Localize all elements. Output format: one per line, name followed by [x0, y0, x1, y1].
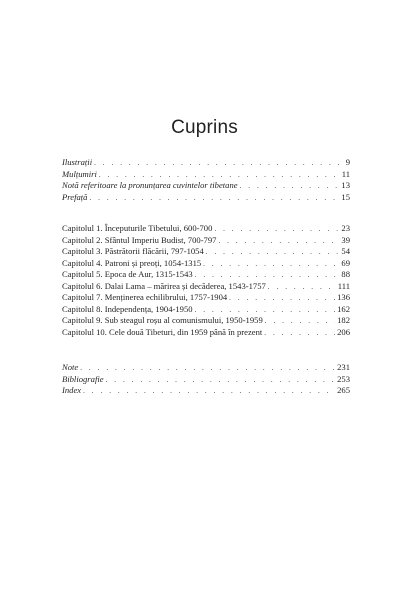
toc-entry-label: Ilustrații [62, 157, 93, 167]
toc-entry-chapter-2[interactable] [62, 235, 350, 247]
toc-dot-leader [268, 282, 336, 293]
toc-entry-label: Capitolul 5. Epoca de Aur, 1315-1543 [62, 269, 193, 279]
toc-entry-page-number: 23 [341, 223, 350, 233]
toc-entry-chapter-5[interactable] [62, 269, 350, 281]
toc-dot-leader [264, 328, 335, 339]
page-title: Cuprins [171, 117, 238, 138]
toc-entry-chapter-8[interactable] [62, 304, 350, 316]
toc-dot-leader [265, 316, 335, 327]
toc-back-matter [62, 362, 350, 397]
toc-entry-nota-pronuntare[interactable] [62, 180, 350, 192]
toc-entry-label: Capitolul 4. Patroni și preoți, 1054-1315 [62, 257, 202, 268]
toc-entry-page-number: 111 [337, 280, 350, 291]
toc-dot-leader [83, 386, 335, 397]
toc-entry-page-number: 39 [341, 234, 350, 245]
toc-dot-leader [195, 270, 340, 281]
toc-entry-label: Notă referitoare la pronunțarea cuvintelor tibetane [62, 180, 238, 190]
toc-entry-prefata[interactable] [62, 192, 350, 204]
toc-entry-multumiri[interactable] [62, 169, 350, 181]
toc-entry-label: Capitolul 3. Păstrătorii flăcării, 797-1054 [62, 246, 204, 256]
toc-dot-leader [106, 375, 336, 386]
toc-entry-label: Capitolul 1. Începuturile Tibetului, 600-700 [62, 223, 213, 233]
toc-entry-label: Capitolul 10. Cele două Tibeturi, din 1959 până în prezent [62, 326, 263, 337]
toc-entry-chapter-9[interactable] [62, 315, 350, 327]
toc-dot-leader [195, 305, 336, 316]
toc-entry-chapter-3[interactable] [62, 246, 350, 258]
toc-dot-leader [94, 158, 344, 169]
toc-entry-page-number: 15 [341, 191, 350, 202]
toc-chapters [62, 223, 350, 338]
toc-entry-page-number: 69 [341, 257, 350, 268]
toc-entry-label: Capitolul 7. Menținerea echilibrului, 1757-1904 [62, 292, 228, 302]
toc-entry-label: Index [62, 385, 82, 395]
toc-entry-page-number: 13 [341, 180, 350, 190]
toc-entry-chapter-4[interactable] [62, 258, 350, 270]
toc-dot-leader [89, 193, 339, 204]
toc-dot-leader [240, 181, 340, 192]
toc-entry-label: Mulțumiri [62, 168, 97, 179]
toc-dot-leader [206, 247, 340, 258]
toc-entry-label: Prefață [62, 191, 88, 202]
toc-entry-page-number: 206 [337, 326, 350, 337]
toc-entry-page-number: 265 [337, 385, 350, 395]
toc-entry-label: Bibliografie [62, 373, 104, 384]
toc-entry-page-number: 182 [337, 315, 350, 325]
toc-entry-ilustratii[interactable] [62, 157, 350, 169]
toc-entry-bibliografie[interactable] [62, 374, 350, 386]
toc-entry-label: Capitolul 2. Sfântul Imperiu Budist, 700-797 [62, 234, 217, 245]
toc-entry-page-number: 11 [341, 168, 350, 179]
toc-dot-leader [214, 224, 339, 235]
toc-front-matter [62, 157, 350, 203]
toc-entry-label: Capitolul 9. Sub steagul roșu al comunismului, 1950-1959 [62, 315, 263, 325]
toc-entry-label: Capitolul 8. Independența, 1904-1950 [62, 303, 193, 314]
toc-entry-page-number: 9 [345, 157, 350, 167]
toc-entry-label: Note [62, 362, 79, 372]
toc-entry-index[interactable] [62, 385, 350, 397]
toc-entry-page-number: 162 [337, 303, 350, 314]
toc-dot-leader [203, 259, 339, 270]
toc-entry-page-number: 54 [341, 246, 350, 256]
toc-dot-leader [218, 236, 339, 247]
toc-dot-leader [99, 170, 340, 181]
toc-entry-chapter-7[interactable] [62, 292, 350, 304]
toc-entry-chapter-10[interactable] [62, 327, 350, 339]
toc-entry-page-number: 253 [337, 373, 350, 384]
toc-dot-leader [229, 293, 335, 304]
toc-entry-page-number: 231 [337, 362, 350, 372]
toc-entry-chapter-1[interactable] [62, 223, 350, 235]
toc-entry-chapter-6[interactable] [62, 281, 350, 293]
toc-entry-page-number: 88 [341, 269, 350, 279]
toc-dot-leader [80, 363, 335, 374]
toc-entry-page-number: 136 [337, 292, 350, 302]
toc-entry-note[interactable] [62, 362, 350, 374]
toc-entry-label: Capitolul 6. Dalai Lama – mărirea și decăderea, 1543-1757 [62, 280, 266, 291]
